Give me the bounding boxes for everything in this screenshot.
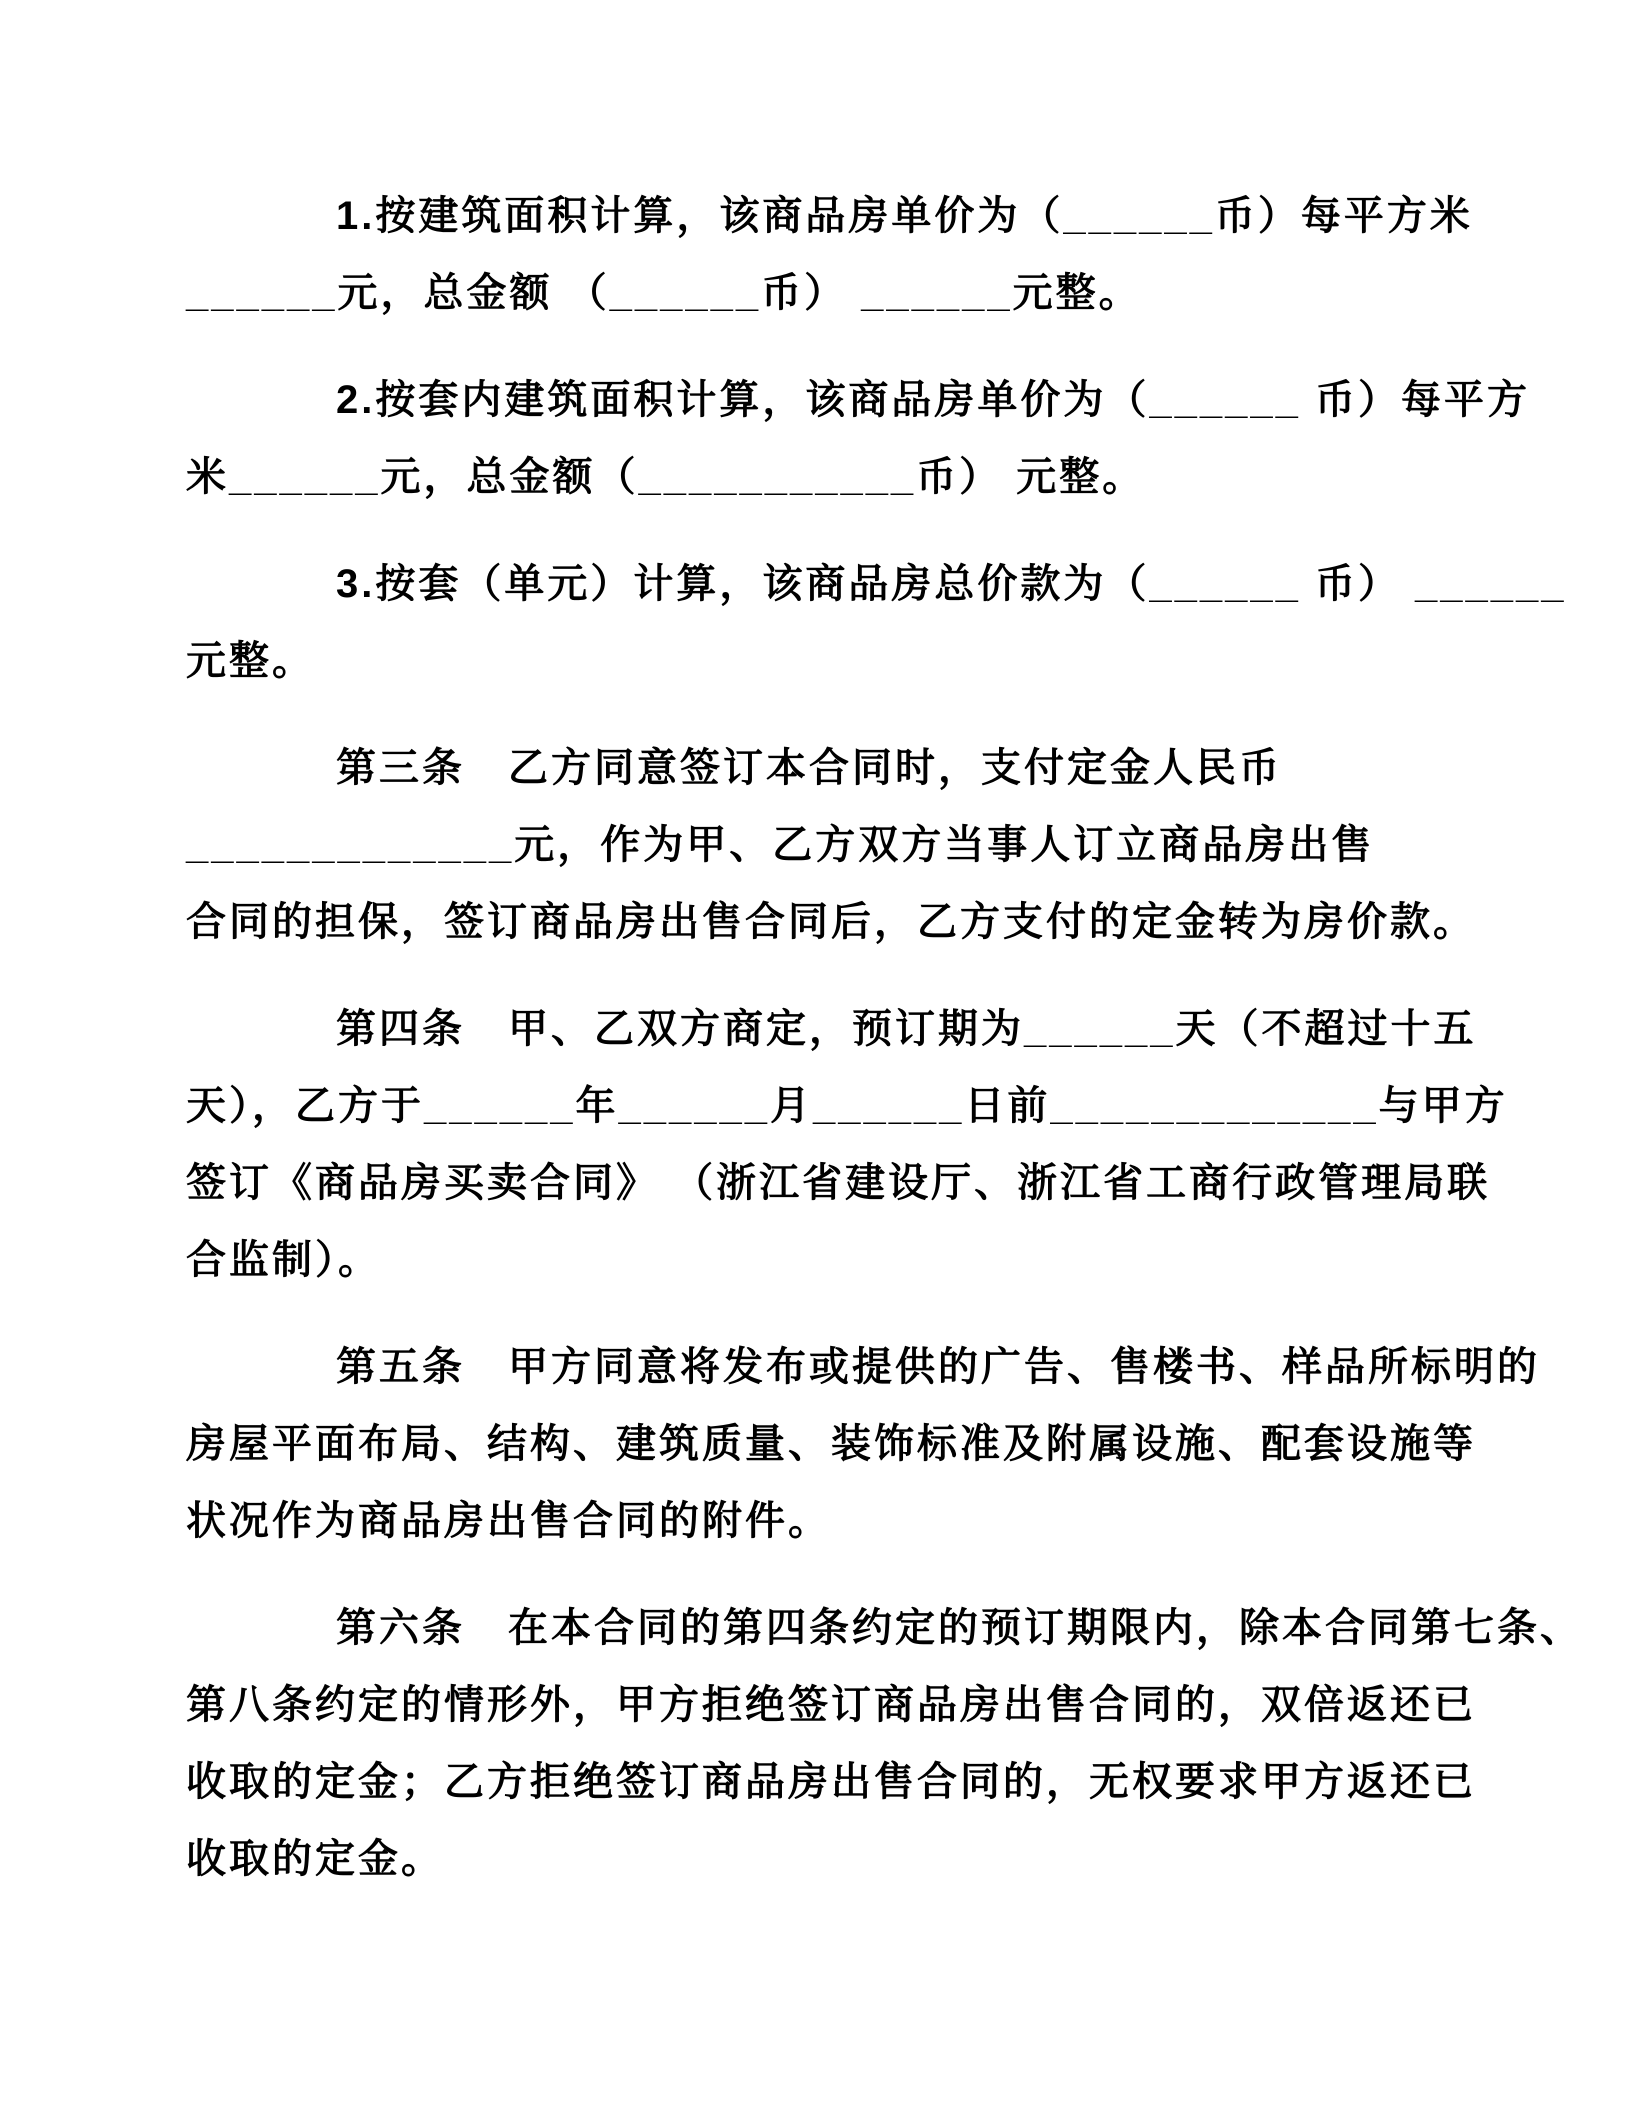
paragraph <box>186 1590 1583 1898</box>
document-line: 收取的定金。 <box>186 1837 444 1881</box>
document-body <box>186 178 1583 1898</box>
document-line: 米______元，总金额（___________币） 元整。 <box>186 455 1146 499</box>
document-line: 第三条 乙方同意签订本合同时，支付定金人民币 <box>336 746 1282 790</box>
document-line: ______元，总金额 （______币） ______元整。 <box>186 271 1142 315</box>
document-line: 元整。 <box>186 639 315 683</box>
paragraph <box>186 178 1572 332</box>
document-line: 1.按建筑面积计算，该商品房单价为（______币）每平方米 <box>336 194 1473 238</box>
document-line: 房屋平面布局、结构、建筑质量、装饰标准及附属设施、配套设施等 <box>186 1422 1476 1466</box>
document-line: 第六条 在本合同的第四条约定的预订期限内，除本合同第七条、 <box>336 1606 1583 1650</box>
document-line: 天），乙方于______年______月______日前_____________与甲方 <box>186 1084 1508 1128</box>
document-line: 签订《商品房买卖合同》 （浙江省建设厅、浙江省工商行政管理局联 <box>186 1161 1491 1205</box>
paragraph <box>186 362 1572 516</box>
document-line: 合监制）。 <box>186 1238 381 1282</box>
paragraph <box>186 546 1572 700</box>
document-line: 合同的担保，签订商品房出售合同后，乙方支付的定金转为房价款。 <box>186 900 1476 944</box>
paragraph <box>186 730 1572 961</box>
document-line: 3.按套（单元）计算，该商品房总价款为（______ 币） ______ <box>336 562 1567 606</box>
document-line: 收取的定金；乙方拒绝签订商品房出售合同的，无权要求甲方返还已 <box>186 1760 1476 1804</box>
document-line: 第五条 甲方同意将发布或提供的广告、售楼书、样品所标明的 <box>336 1345 1540 1389</box>
document-line: 状况作为商品房出售合同的附件。 <box>186 1499 831 1543</box>
paragraph <box>186 991 1572 1299</box>
document-line: 第四条 甲、乙双方商定，预订期为______天（不超过十五 <box>336 1007 1477 1051</box>
paragraph <box>186 1329 1572 1560</box>
document-line: 第八条约定的情形外，甲方拒绝签订商品房出售合同的，双倍返还已 <box>186 1683 1476 1727</box>
document-line: 2.按套内建筑面积计算，该商品房单价为（______ 币）每平方 <box>336 378 1530 422</box>
document-line: _____________元，作为甲、乙方双方当事人订立商品房出售 <box>186 823 1375 867</box>
